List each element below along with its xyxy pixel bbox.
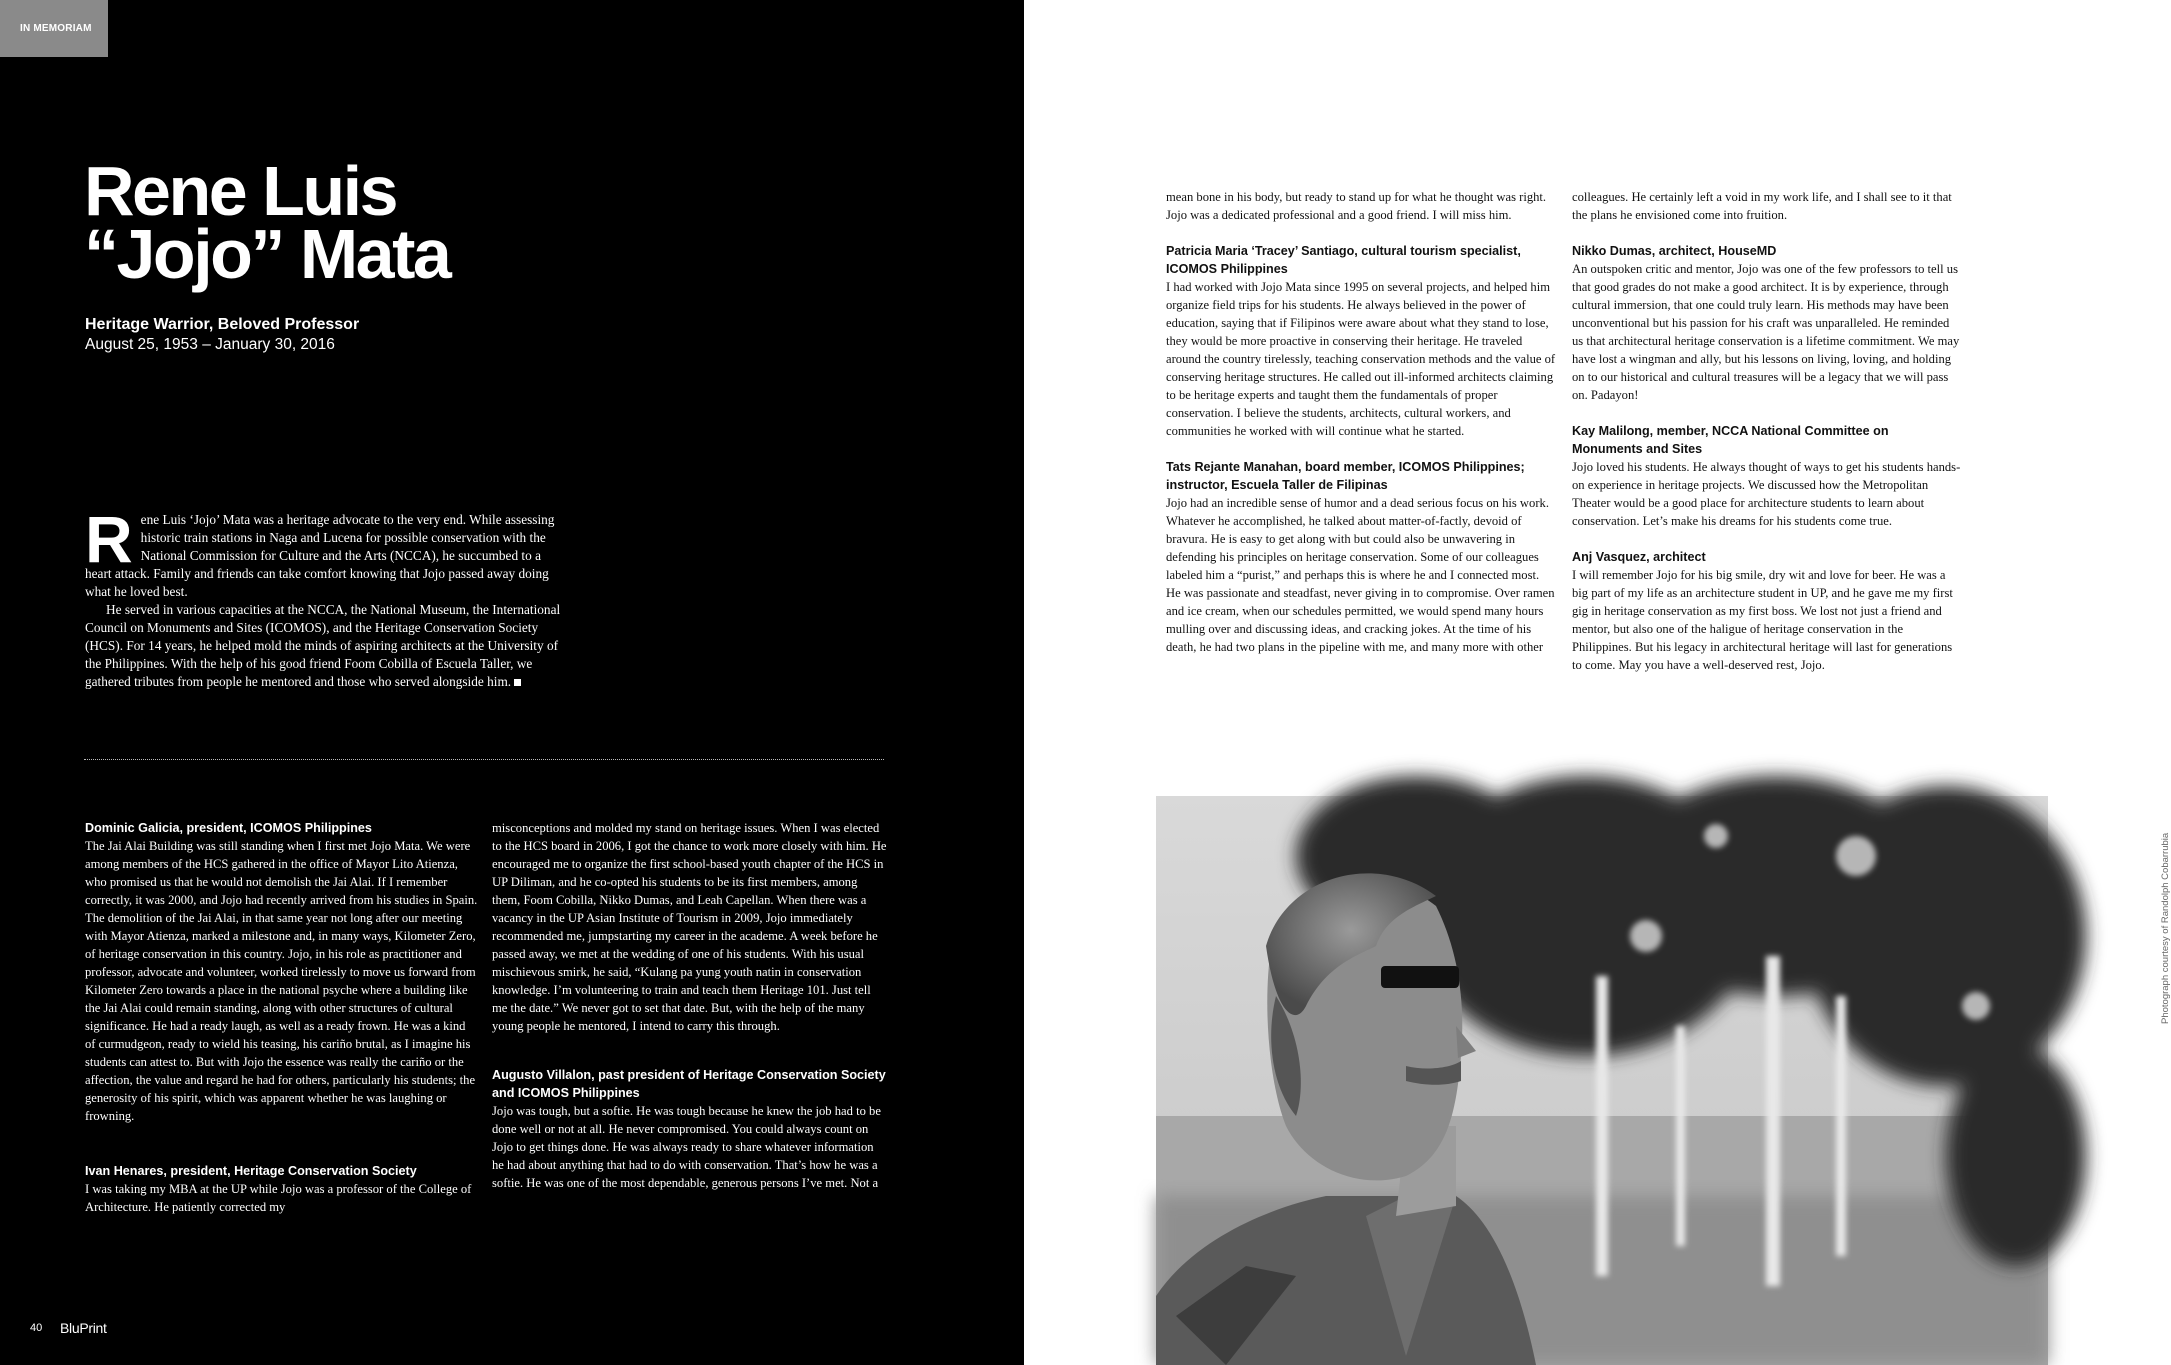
tribute-author: Anj Vasquez, architect xyxy=(1572,550,1706,564)
tribute-text: Jojo loved his students. He always thought of ways to get his students hands-on experience in heritage projects. We discussed how the Metropolitan Theater would be a good place for architecture students to learn about conservation. Let’s make his dreams for his students come true. xyxy=(1572,460,1961,528)
tribute-text: misconceptions and molded my stand on heritage issues. When I was elected to the HCS board in 2006, I got the chance to work more closely with him. He encouraged me to organize the first school-based youth chapter of the HCS in UP Diliman, and he co-opted his students to be its first members, among them, Foom Cobilla, Nikko Dumas, and Leah Capellan. When there was a vacancy in the UP Asian Institute of Tourism in 2009, Jojo immediately recommended me, jumpstarting my career in the academe. A week before he passed away, we met at the wedding of one of his students. With his usual mischievous smirk, he said, “Kulang pa yung youth natin in conservation knowledge. I’m volunteering to train and teach them Heritage 101. Just tell me the date.” We never got to set that date. But, with the help of the many young people he mentored, I intend to carry this through. xyxy=(492,821,887,1033)
right-page xyxy=(1024,0,2171,1365)
photo-credit: Photograph courtesy of Randolph Cobarrubia xyxy=(2160,832,2171,1024)
tribute-text: I was taking my MBA at the UP while Jojo was a professor of the College of Architecture. He patiently corrected my xyxy=(85,1182,472,1214)
intro-paragraph-1: ene Luis ‘Jojo’ Mata was a heritage advocate to the very end. While assessing historic train stations in Naga and Lucena for possible conservation with the National Commission for Culture and the Arts (NCCA), he succumbed to a heart attack. Family and friends can take comfort knowing that Jojo passed away doing what he loved best. xyxy=(85,512,555,599)
tribute-text: Jojo had an incredible sense of humor and a dead serious focus on his work. Whatever he accomplished, he talked about matter-of-factly, devoid of bravura. He is easy to get along with but could also be unwavering in defending his principles on heritage conservation. Some of our colleagues labeled him a “purist,” and perhaps this is where he and I connected most. He was passionate and steadfast, never giving in to compromise. Over ramen and ice cream, when our schedules permitted, we would spend many hours mulling over and discussing ideas, and cracking jokes. At the time of his death, he had two plans in the pipeline with me, and many more with other xyxy=(1166,496,1555,654)
tribute-author: Kay Malilong, member, NCCA National Committee on Monuments and Sites xyxy=(1572,424,1889,456)
drop-cap: R xyxy=(85,502,133,576)
title-line-1: Rene Luis xyxy=(84,152,397,230)
section-tag: IN MEMORIAM xyxy=(0,0,108,57)
tribute-text: The Jai Alai Building was still standing when I first met Jojo Mata. We were among members of the HCS gathered in the office of Mayor Lito Atienza, who promised us that he would not demolish the Jai Alai. If I remember correctly, it was 2000, and Jojo had recently arrived from his studies in Spain. The demolition of the Jai Alai, in that same year not long after our meeting with Mayor Atienza, marked a milestone and, in many ways, Kilometer Zero, of heritage conservation in this country. Jojo, in his role as practitioner and professor, advocate and volunteer, worked tirelessly to move us forward from Kilometer Zero towards a place in the national psyche where a building like the Jai Alai could remain standing, along with other structures of cultural significance. He had a ready laugh, as well as a ready frown. He was a kind of curmudgeon, ready to wield his teasing, his cariño brutal, as I imagine his students can attest to. But with Jojo the essence was really the cariño or the affection, the value and regard he had for others, particularly his students; the generosity of his spirit, which was apparent whether he was laughing or frowning. xyxy=(85,839,478,1123)
tribute-author: Tats Rejante Manahan, board member, ICOMOS Philippines; instructor, Escuela Taller de Filipinas xyxy=(1166,460,1525,492)
tribute-author: Dominic Galicia, president, ICOMOS Philippines xyxy=(85,821,372,835)
left-page xyxy=(0,0,1024,1365)
page-number: 40 xyxy=(30,1322,43,1334)
tribute-text: I had worked with Jojo Mata since 1995 on several projects, and helped him organize field trips for his students. He always believed in the power of education, saying that if Filipinos were aware about what they stand to lose, they would be more proactive in conserving their heritage. He traveled around the country tirelessly, teaching conservation methods and the value of conserving heritage structures. He called out ill-informed architects claiming to be heritage experts and taught them the fundamentals of proper conservation. I believe the students, architects, cultural workers, and communities he worked with will continue what he started. xyxy=(1166,280,1556,438)
tribute-column-3 xyxy=(1166,188,1556,656)
intro-text xyxy=(85,502,569,691)
title-line-2: “Jojo” Mata xyxy=(84,215,450,293)
subtitle: Heritage Warrior, Beloved Professor xyxy=(85,316,360,333)
tribute-author: Patricia Maria ‘Tracey’ Santiago, cultural tourism specialist, ICOMOS Philippines xyxy=(1166,244,1521,276)
tribute-text: colleagues. He certainly left a void in my work life, and I shall see to it that the plans he envisioned come into fruition. xyxy=(1572,190,1952,222)
tribute-author: Augusto Villalon, past president of Heritage Conservation Society and ICOMOS Philippines xyxy=(492,1068,886,1100)
tribute-author: Nikko Dumas, architect, HouseMD xyxy=(1572,244,1777,258)
intro-paragraph-2: He served in various capacities at the NCCA, the National Museum, the International Council on Monuments and Sites (ICOMOS), and the Heritage Conservation Society (HCS). For 14 years, he helped mold the minds of aspiring architects at the University of the Philippines. With the help of his good friend Foom Cobilla of Escuela Taller, we gathered tributes from people he mentored and those who served alongside him. xyxy=(85,602,561,689)
tribute-text: An outspoken critic and mentor, Jojo was one of the few professors to tell us that good grades do not make a good architect. It is by experience, through cultural immersion, that one could truly learn. His methods may have been unconventional but his passion for his craft was unparalleled. He reminded us that architectural heritage conservation is a lifetime commitment. We may have lost a wingman and ally, but his lessons on living, loving, and holding on to our historical and cultural treasures will be a legacy that we will pass on. Padayon! xyxy=(1572,262,1960,402)
tribute-column-2 xyxy=(492,819,887,1192)
life-dates: August 25, 1953 – January 30, 2016 xyxy=(85,336,335,353)
page-title xyxy=(84,152,450,293)
tribute-author: Ivan Henares, president, Heritage Conservation Society xyxy=(85,1164,417,1178)
dotted-divider xyxy=(84,759,884,760)
magazine-logo: BluPrint xyxy=(60,1320,107,1336)
portrait-photo xyxy=(1156,796,2048,1365)
end-mark-icon xyxy=(514,679,521,686)
tribute-text: mean bone in his body, but ready to stand up for what he thought was right. Jojo was a dedicated professional and a good friend. I will miss him. xyxy=(1166,190,1547,222)
tribute-text: Jojo was tough, but a softie. He was tough because he knew the job had to be done well or not at all. He never compromised. You could always count on Jojo to get things done. He was always ready to share whatever information he had about anything that had to do with conservation. That’s how he was a softie. He was one of the most dependable, generous persons I’ve met. Not a xyxy=(492,1104,881,1190)
tribute-column-1 xyxy=(85,819,479,1216)
tribute-column-4 xyxy=(1572,188,1962,674)
tribute-text: I will remember Jojo for his big smile, dry wit and love for beer. He was a big part of my life as an architecture student in UP, and he gave me my first gig in heritage conservation as my first boss. We lost not just a friend and mentor, but also one of the haligue of heritage conservation in the Philippines. But his legacy in architectural heritage will last for generations to come. May you have a well-deserved rest, Jojo. xyxy=(1572,568,1953,672)
